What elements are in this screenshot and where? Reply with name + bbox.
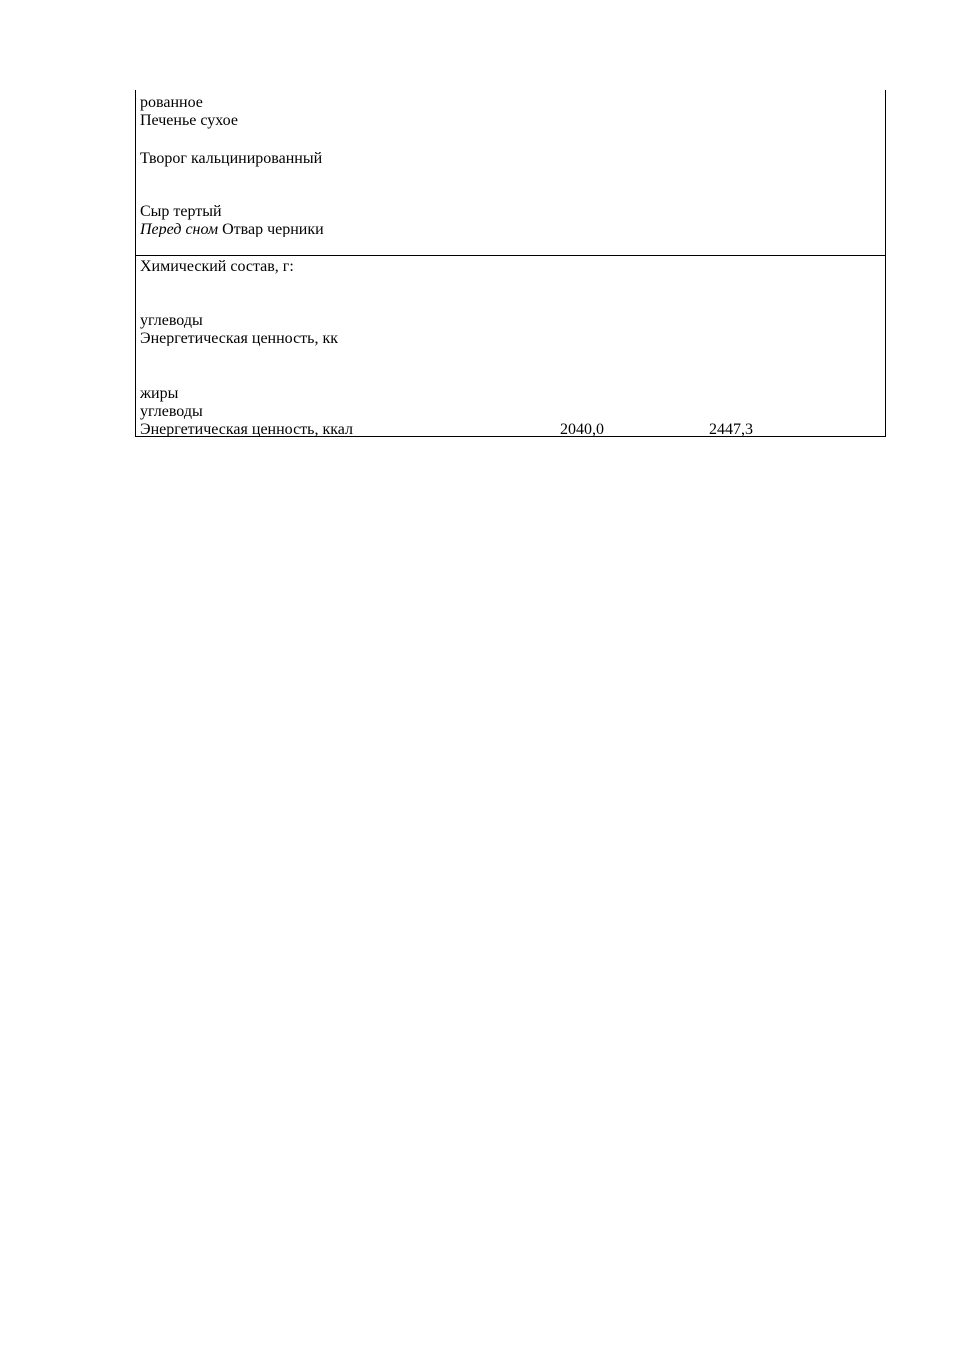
menu-item-text: Печенье сухое <box>140 112 238 129</box>
section-divider <box>136 255 885 256</box>
menu-item-text: Отвар черники <box>222 221 324 237</box>
energy-value-cell: 2040,0 <box>560 421 604 437</box>
menu-bedtime-row <box>140 221 324 237</box>
energy-value-label: Энергетическая ценность, кк <box>140 330 338 346</box>
nutrition-table <box>135 90 886 437</box>
carbohydrates-label: углеводы <box>140 312 203 329</box>
menu-item-text: рованное <box>140 94 203 111</box>
meal-time-label: Перед сном <box>140 221 219 237</box>
menu-item-text: Сыр тертый <box>140 203 222 220</box>
energy-value-cell: 2447,3 <box>709 421 753 437</box>
carbohydrates-label: углеводы <box>140 403 203 420</box>
menu-item-text: Творог кальцинированный <box>140 150 323 167</box>
chemical-composition-header: Химический состав, г: <box>140 258 294 274</box>
energy-value-label: Энергетическая ценность, ккал <box>140 421 353 437</box>
fats-label: жиры <box>140 385 179 402</box>
